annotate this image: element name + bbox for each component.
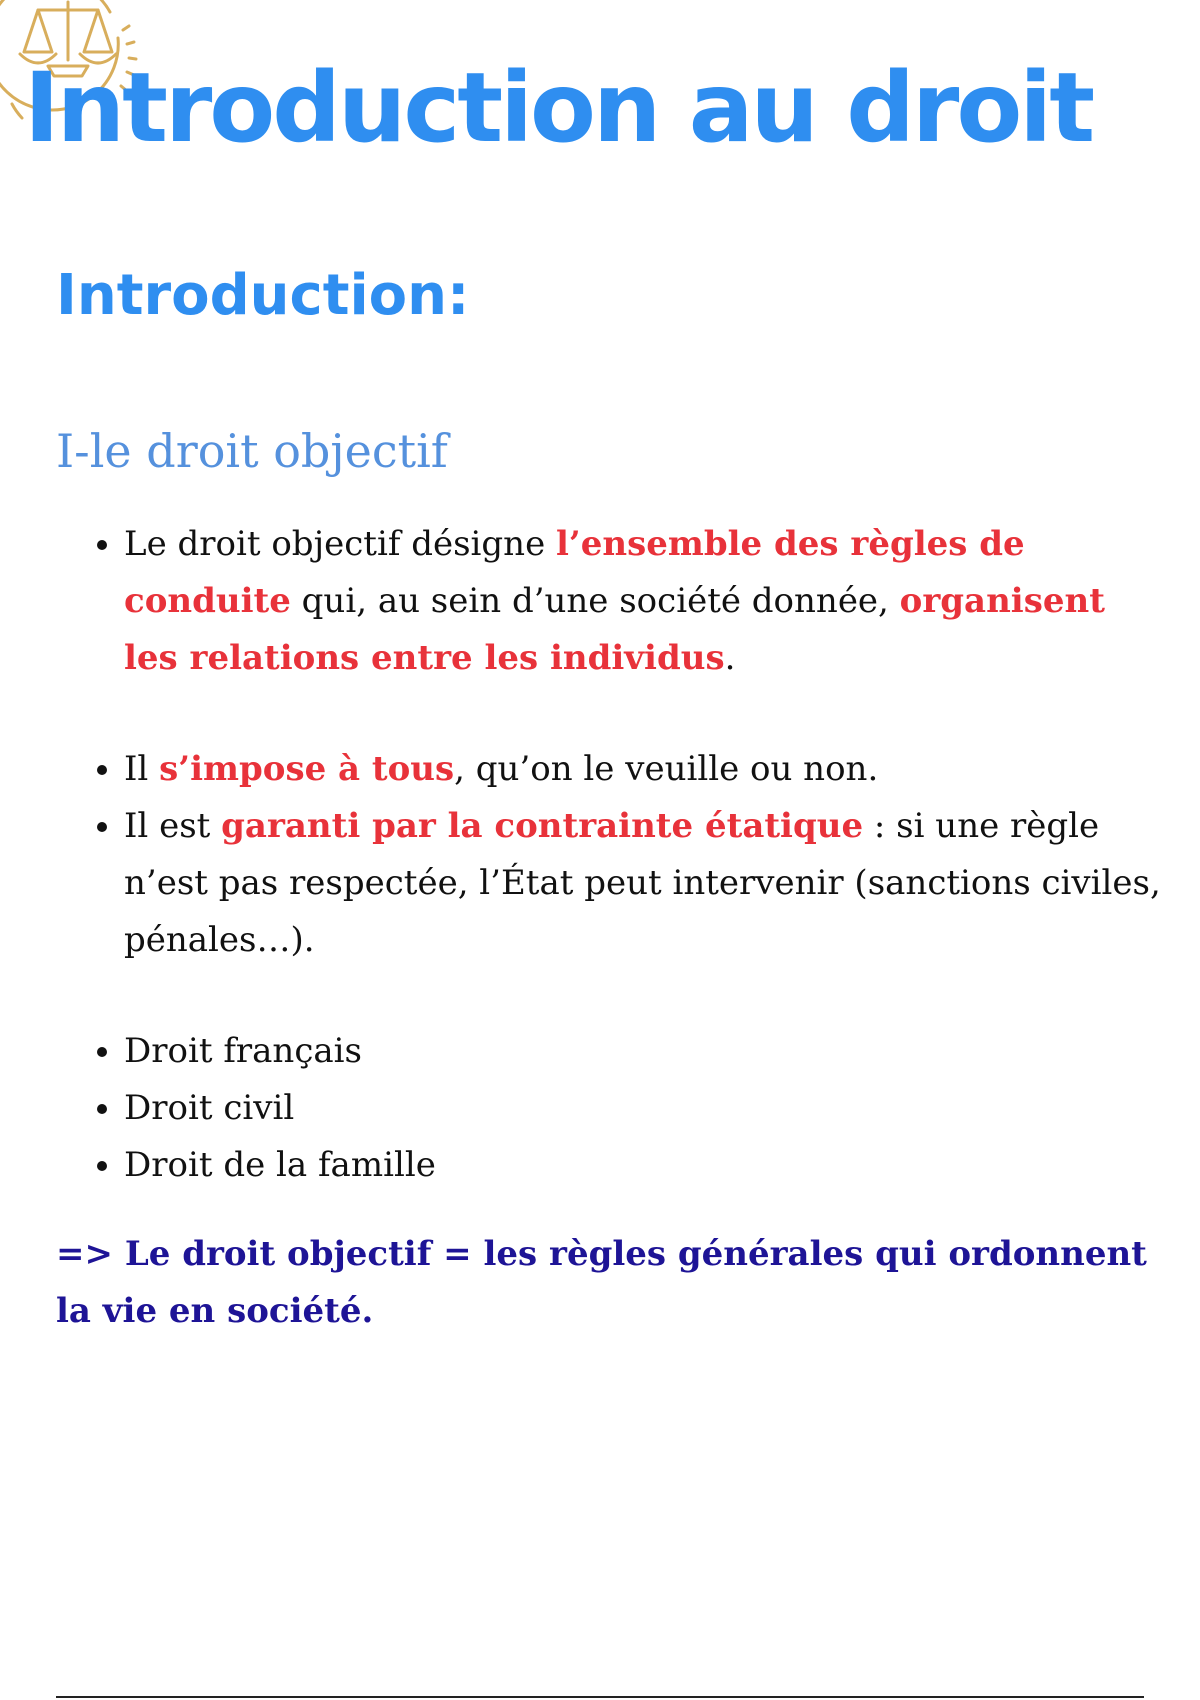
examples-list xyxy=(56,1023,1166,1194)
document-title: Introduction au droit xyxy=(24,52,1093,164)
subsection-heading: I-le droit objectif xyxy=(56,424,448,478)
highlight: garanti par la contrainte étatique xyxy=(221,806,864,846)
list-item: • Il s’impose à tous, qu’on le veuille ou non. xyxy=(124,741,1166,798)
highlight: l’ensemble des règles de conduite xyxy=(124,524,1025,621)
list-item: • Droit civil xyxy=(124,1080,1166,1137)
list-item: • Il est garanti par la contrainte étatique : si une règle n’est pas respectée, l’État peut intervenir (sanctions civiles, pénales…). xyxy=(124,798,1166,969)
content-body xyxy=(56,516,1166,1340)
characteristics-list xyxy=(56,741,1166,969)
list-item: • Le droit objectif désigne l’ensemble des règles de conduite qui, au sein d’une société donnée, organisent les relations entre les individus. xyxy=(124,516,1166,687)
list-item: • Droit français xyxy=(124,1023,1166,1080)
divider xyxy=(56,1696,1144,1698)
list-item: • Droit de la famille xyxy=(124,1137,1166,1194)
section-heading: Introduction: xyxy=(56,263,470,328)
highlight: organisent les relations entre les individus xyxy=(124,581,1105,678)
highlight: s’impose à tous xyxy=(159,749,455,789)
conclusion: => Le droit objectif = les règles générales qui ordonnent la vie en société. xyxy=(56,1234,1147,1331)
definition-list xyxy=(56,516,1166,687)
